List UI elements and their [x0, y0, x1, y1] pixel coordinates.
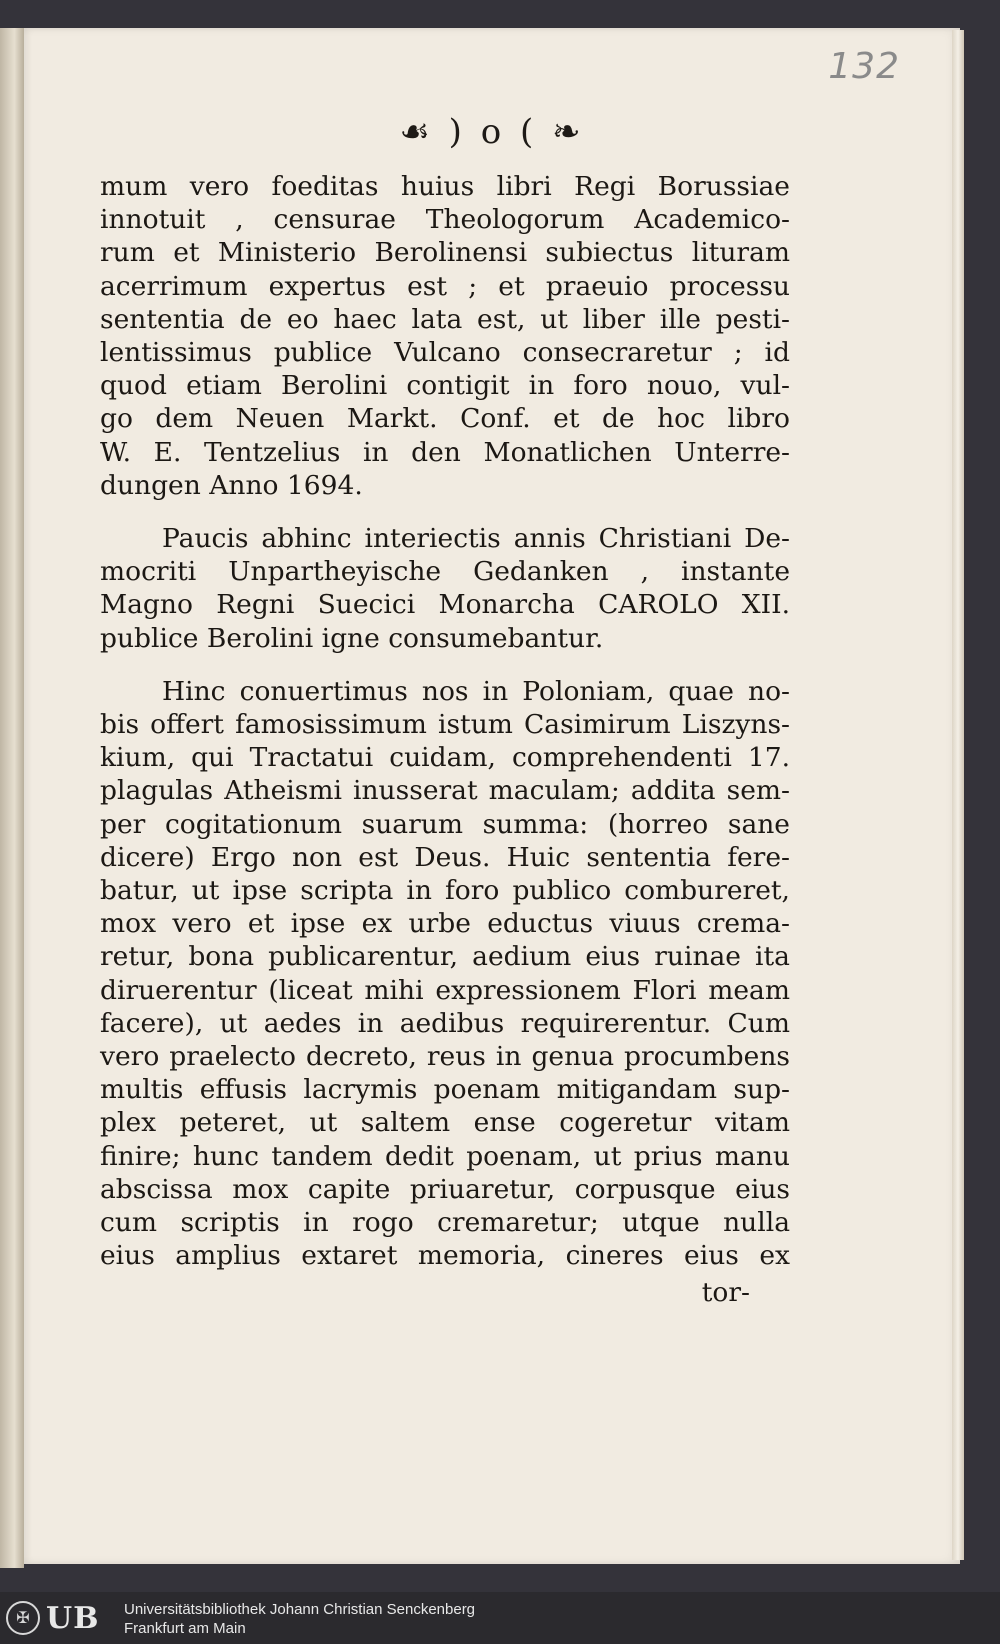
text-line: acerrimum expertus est ; et praeuio processu: [100, 270, 790, 302]
text-line: dungen Anno 1694.: [100, 469, 363, 501]
text-line: mocriti Unpartheyische Gedanken , instante: [100, 556, 790, 588]
text-line: lentissimus publice Vulcano consecraretur ; id: [100, 337, 790, 369]
library-name-line: Universitätsbibliothek Johann Christian Senckenberg: [124, 1601, 476, 1618]
book-page: [24, 28, 960, 1564]
text-line: dicere) Ergo non est Deus. Huic sententia fere-: [100, 841, 790, 873]
seal-icon: ✠: [6, 1601, 40, 1635]
binding-edge: [0, 28, 24, 1568]
text-line: publice Berolini igne consumebantur.: [100, 622, 604, 654]
text-line: sententia de eo haec lata est, ut liber ille pesti-: [100, 303, 790, 335]
logo-text: UB: [46, 1600, 100, 1636]
text-line: retur, bona publicarentur, aedium eius ruinae ita: [100, 941, 790, 973]
text-line: Magno Regni Suecici Monarcha CAROLO XII.: [100, 589, 790, 621]
text-line: bis offert famosissimum istum Casimirum Liszyns-: [100, 709, 790, 741]
text-line: vero praelecto decreto, reus in genua procumbens: [100, 1041, 790, 1073]
text-line: multis effusis lacrymis poenam mitigandam sup-: [100, 1074, 790, 1106]
page-text: [100, 170, 790, 1313]
text-line: rum et Ministerio Berolinensi subiectus lituram: [100, 237, 790, 269]
text-line: diruerentur (liceat mihi expressionem Flori meam: [100, 974, 790, 1006]
text-line: W. E. Tentzelius in den Monatlichen Unterre-: [100, 436, 790, 468]
text-line: mox vero et ipse ex urbe eductus viuus crema-: [100, 908, 790, 940]
catchword: tor-: [701, 1276, 750, 1308]
text-line: plex peteret, ut saltem ense cogeretur vitam: [100, 1107, 790, 1139]
library-name: [124, 1600, 475, 1638]
text-line: eius amplius extaret memoria, cineres eius ex: [100, 1240, 790, 1272]
text-line: finire; hunc tandem dedit poenam, ut prius manu: [100, 1140, 790, 1172]
text-line: plagulas Atheismi inusserat maculam; addita sem-: [100, 775, 790, 807]
paragraph-2: [100, 522, 790, 655]
library-location-line: Frankfurt am Main: [124, 1620, 246, 1637]
text-line: kium, qui Tractatui cuidam, comprehendenti 17.: [100, 742, 790, 774]
text-line: Hinc conuertimus nos in Poloniam, quae no-: [162, 675, 790, 707]
text-line: abscissa mox capite priuaretur, corpusque eius: [100, 1173, 790, 1205]
library-footer: [0, 1592, 1000, 1644]
text-line: go dem Neuen Markt. Conf. et de hoc libro: [100, 403, 790, 435]
text-line: facere), ut aedes in aedibus requirerentur. Cum: [100, 1007, 790, 1039]
text-line: Paucis abhinc interiectis annis Christiani De-: [162, 523, 790, 555]
paragraph-1: [100, 170, 790, 502]
paragraph-3: [100, 675, 790, 1273]
text-line: batur, ut ipse scripta in foro publico combureret,: [100, 875, 790, 907]
text-line: innotuit , censurae Theologorum Academico-: [100, 204, 790, 236]
page-edge: [952, 30, 964, 1560]
text-line: mum vero foeditas huius libri Regi Borussiae: [100, 171, 790, 202]
text-line: cum scriptis in rogo cremaretur; utque nulla: [100, 1207, 790, 1239]
folio-number: 132: [828, 46, 900, 87]
running-head: ☙ ) o ( ❧: [399, 112, 585, 152]
text-line: quod etiam Berolini contigit in foro nouo, vul-: [100, 370, 790, 402]
library-logo[interactable]: [6, 1598, 114, 1638]
text-line: per cogitationum suarum summa: (horreo sane: [100, 808, 790, 840]
